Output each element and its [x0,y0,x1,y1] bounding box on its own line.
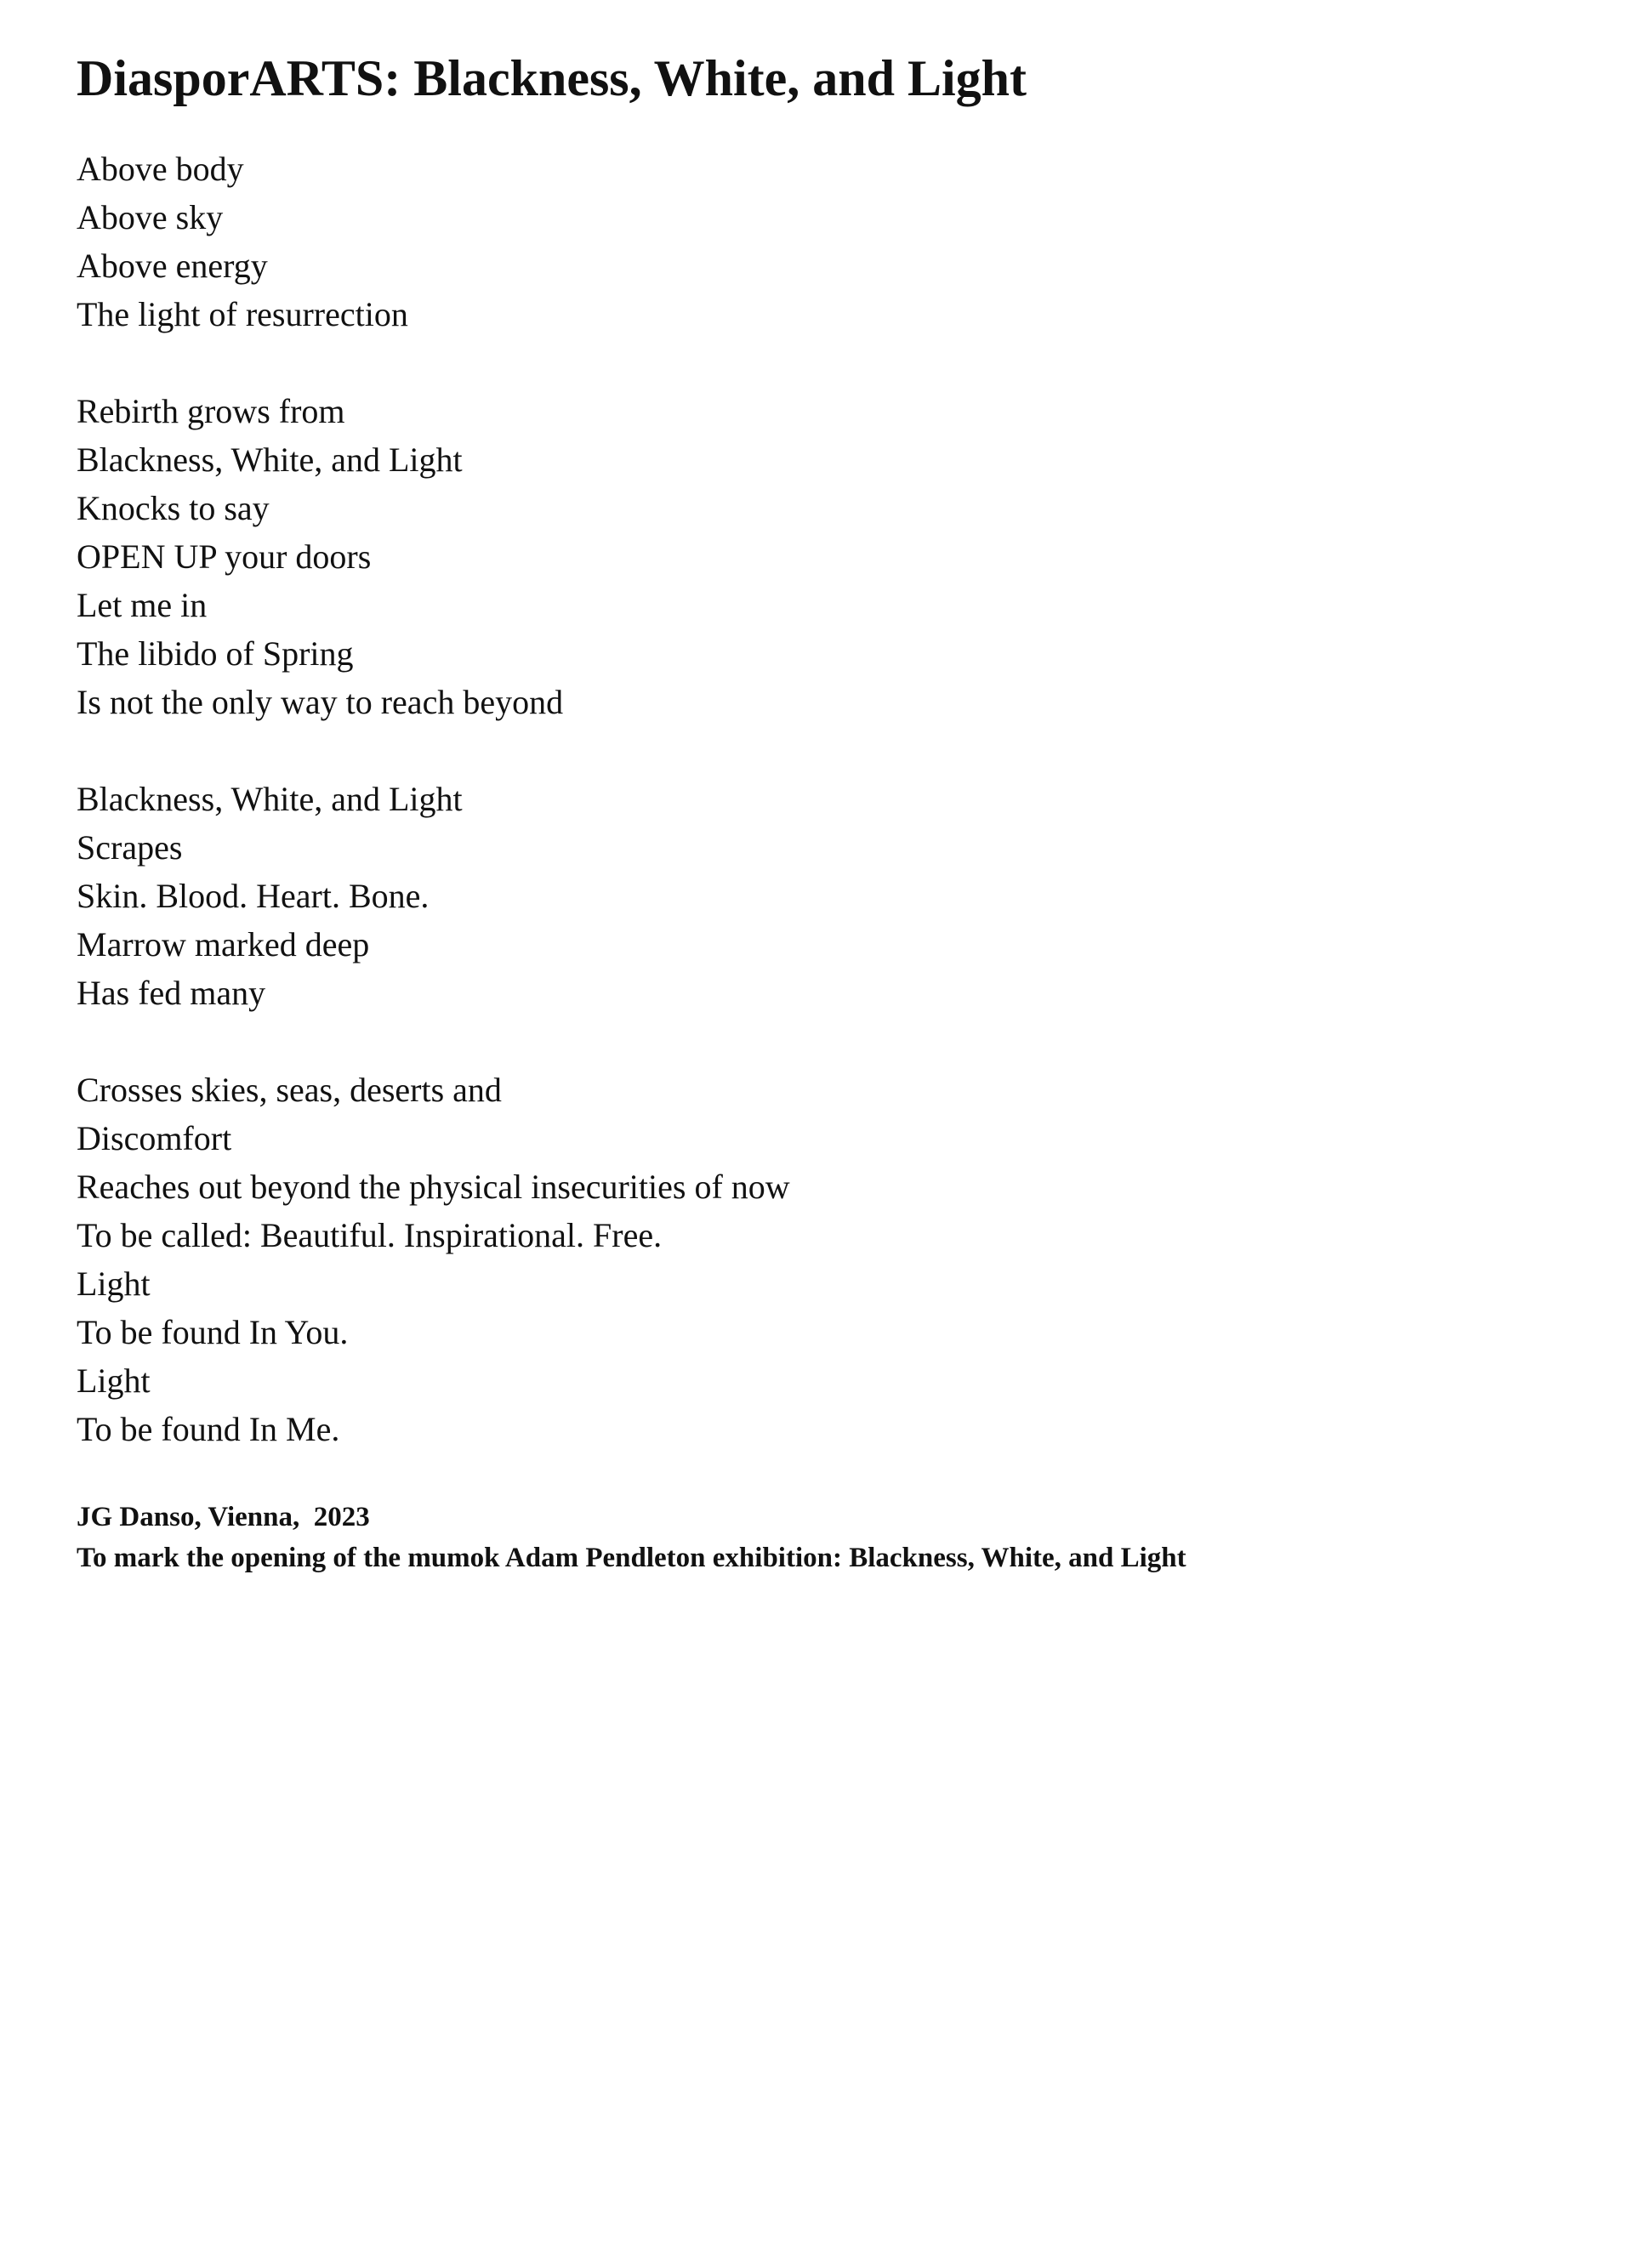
poem-line: To be found In Me. [77,1410,340,1448]
poem-line: Marrow marked deep [77,925,370,963]
poem-line: Skin. Blood. Heart. Bone. [77,877,430,915]
stanza-3 [77,775,790,1017]
poem-line: Has fed many [77,974,266,1012]
poem-line: Discomfort [77,1119,232,1157]
document-title: DiasporARTS: Blackness, White, and Light [77,50,1027,106]
poem-line: Above body [77,150,244,188]
stanza-2 [77,387,790,726]
poem [77,145,790,1502]
poem-line: The libido of Spring [77,634,354,673]
poem-line: Rebirth grows from [77,392,345,430]
stanza-1 [77,145,790,338]
poem-line: To be called: Beautiful. Inspirational. Free. [77,1216,663,1254]
poem-line: Blackness, White, and Light [77,441,463,479]
poem-line: Is not the only way to reach beyond [77,683,564,721]
poem-line: OPEN UP your doors [77,537,372,576]
poem-line: Above energy [77,247,268,285]
poem-line: The light of resurrection [77,295,408,333]
poem-line: Above sky [77,198,224,236]
poem-line: Scrapes [77,828,183,867]
poem-line: Light [77,1265,151,1303]
poem-line: Reaches out beyond the physical insecurities of now [77,1168,790,1206]
footer-note [77,1497,1186,1578]
exhibition-note: To mark the opening of the mumok Adam Pendleton exhibition: Blackness, White, and Light [77,1543,1186,1573]
poem-line: Light [77,1361,151,1400]
poem-line: Blackness, White, and Light [77,780,463,818]
poem-line: Crosses skies, seas, deserts and [77,1071,502,1109]
poem-line: Let me in [77,586,208,624]
poem-line: To be found In You. [77,1313,349,1351]
stanza-4 [77,1066,790,1453]
poem-line: Knocks to say [77,489,270,527]
author-line: JG Danso, Vienna, 2023 [77,1502,370,1532]
